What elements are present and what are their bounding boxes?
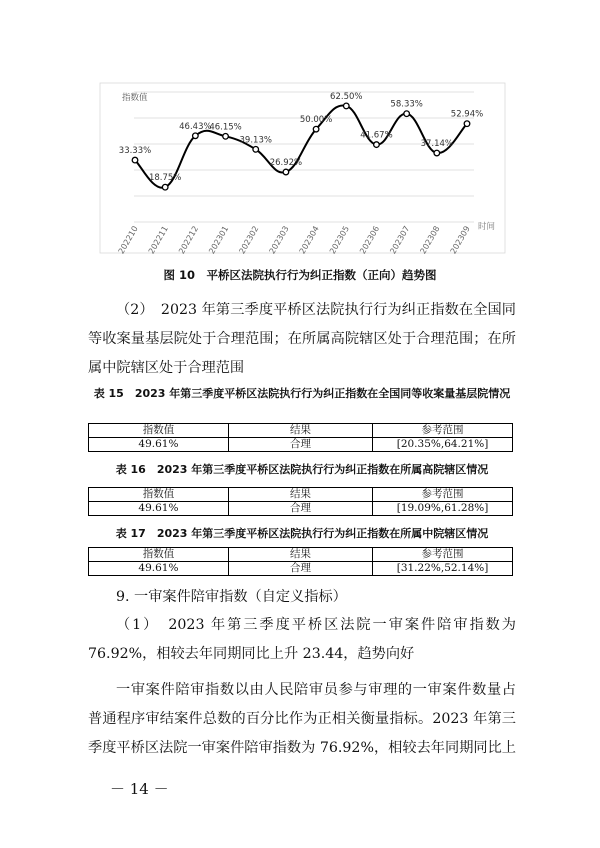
data-point: [132, 157, 138, 163]
cell-reference-range: [19.09%,61.28%]: [373, 502, 513, 516]
paragraph-line: 季度平桥区法院一审案件陪审指数为 76.92%，相较去年同期同比上: [88, 740, 516, 756]
data-label: 46.15%: [209, 122, 242, 133]
section-heading-text: 9. 一审案件陪审指数（自定义指标）: [116, 589, 347, 605]
paragraph-line: 等收案量基层院处于合理范围；在所属高院辖区处于合理范围；在所: [88, 331, 516, 347]
table-header-row: [89, 424, 513, 438]
cell-result: 合理: [228, 502, 372, 516]
x-tick-label: 202301: [207, 224, 231, 256]
header-index-value: 指数值: [89, 488, 229, 502]
data-label: 52.94%: [450, 109, 484, 120]
data-point: [374, 142, 380, 148]
x-tick-label: 202304: [297, 224, 321, 256]
paragraph-line: 普通程序审结案件总数的百分比作为正相关衡量指标。2023 年第三: [88, 711, 516, 727]
table-17: [88, 547, 513, 576]
data-label: 58.33%: [390, 99, 423, 110]
x-tick-label: 202302: [237, 224, 261, 256]
cell-reference-range: [31.22%,52.14%]: [373, 562, 513, 576]
x-tick-label: 202212: [177, 224, 201, 256]
x-tick-label: 202211: [146, 224, 170, 256]
table-header-row: [89, 548, 513, 562]
data-label: 33.33%: [118, 146, 152, 157]
cell-reference-range: [20.35%,64.21%]: [373, 438, 513, 452]
paragraph-jury-index-definition: [88, 676, 516, 763]
x-tick-label: 202210: [116, 224, 140, 256]
table-17-caption: 表 17 2023 年第三季度平桥区法院执行行为纠正指数在所属中院辖区情况: [115, 527, 489, 540]
data-label: 39.13%: [239, 135, 272, 146]
data-point: [162, 184, 168, 190]
section-heading-jury-index: [88, 583, 516, 612]
data-point: [283, 169, 289, 175]
paragraph-line: （2） 2023 年第三季度平桥区法院执行行为纠正指数在全国同: [116, 302, 516, 318]
header-index-value: 指数值: [89, 424, 229, 438]
x-tick-label: 202303: [267, 224, 291, 256]
x-tick-label: 202308: [418, 224, 442, 256]
x-tick-label: 202306: [358, 224, 382, 256]
data-label: 41.67%: [360, 130, 393, 141]
header-result: 结果: [228, 548, 372, 562]
data-point: [343, 103, 349, 109]
data-label: 62.50%: [330, 91, 363, 102]
x-tick-label: 202307: [388, 224, 412, 256]
data-label: 50.00%: [299, 115, 333, 126]
header-result: 结果: [228, 424, 372, 438]
table-16-caption: 表 16 2023 年第三季度平桥区法院执行行为纠正指数在所属高院辖区情况: [115, 463, 489, 476]
table-15: [88, 423, 513, 452]
data-point: [253, 147, 259, 153]
page-number: － 14 －: [110, 780, 169, 798]
cell-index-value: 49.61%: [89, 502, 229, 516]
data-point: [434, 150, 440, 156]
header-result: 结果: [228, 488, 372, 502]
header-reference-range: 参考范围: [373, 488, 513, 502]
data-label: 46.43%: [179, 121, 212, 132]
cell-index-value: 49.61%: [89, 438, 229, 452]
cell-result: 合理: [228, 438, 372, 452]
cell-result: 合理: [228, 562, 372, 576]
table-row: [89, 438, 513, 452]
trend-chart: [88, 78, 512, 256]
paragraph-line: （1） 2023 年第三季度平桥区法院一审案件陪审指数为: [116, 617, 516, 633]
data-point: [464, 121, 470, 127]
x-tick-label: 202309: [448, 224, 472, 256]
header-reference-range: 参考范围: [373, 424, 513, 438]
data-label: 18.75%: [148, 173, 182, 184]
data-label: 37.14%: [420, 139, 454, 150]
table-row: [89, 562, 513, 576]
data-point: [313, 126, 319, 132]
header-index-value: 指数值: [89, 548, 229, 562]
data-point: [223, 133, 229, 139]
data-label: 26.92%: [269, 158, 303, 169]
paragraph-line: 76.92%，相较去年同期同比上升 23.44，趋势向好: [88, 646, 415, 662]
data-point: [404, 111, 410, 117]
paragraph-execution-range: [88, 296, 516, 383]
table-16: [88, 487, 513, 516]
x-tick-label: 202305: [327, 224, 352, 256]
table-row: [89, 502, 513, 516]
line-chart-svg: [88, 78, 512, 256]
figure-caption: 图 10 平桥区法院执行行为纠正指数（正向）趋势图: [163, 268, 437, 282]
table-15-caption: 表 15 2023 年第三季度平桥区法院执行行为纠正指数在全国同等收案量基层院情况: [93, 387, 511, 400]
paragraph-jury-index-summary: [88, 611, 516, 669]
table-header-row: [89, 488, 513, 502]
header-reference-range: 参考范围: [373, 548, 513, 562]
paragraph-line: 属中院辖区处于合理范围: [88, 360, 245, 376]
y-axis-label: 指数值: [122, 93, 148, 103]
data-point: [193, 133, 199, 139]
paragraph-line: 一审案件陪审指数以由人民陪审员参与审理的一审案件数量占: [116, 682, 516, 698]
cell-index-value: 49.61%: [89, 562, 229, 576]
x-axis-label: 时间: [478, 222, 496, 232]
